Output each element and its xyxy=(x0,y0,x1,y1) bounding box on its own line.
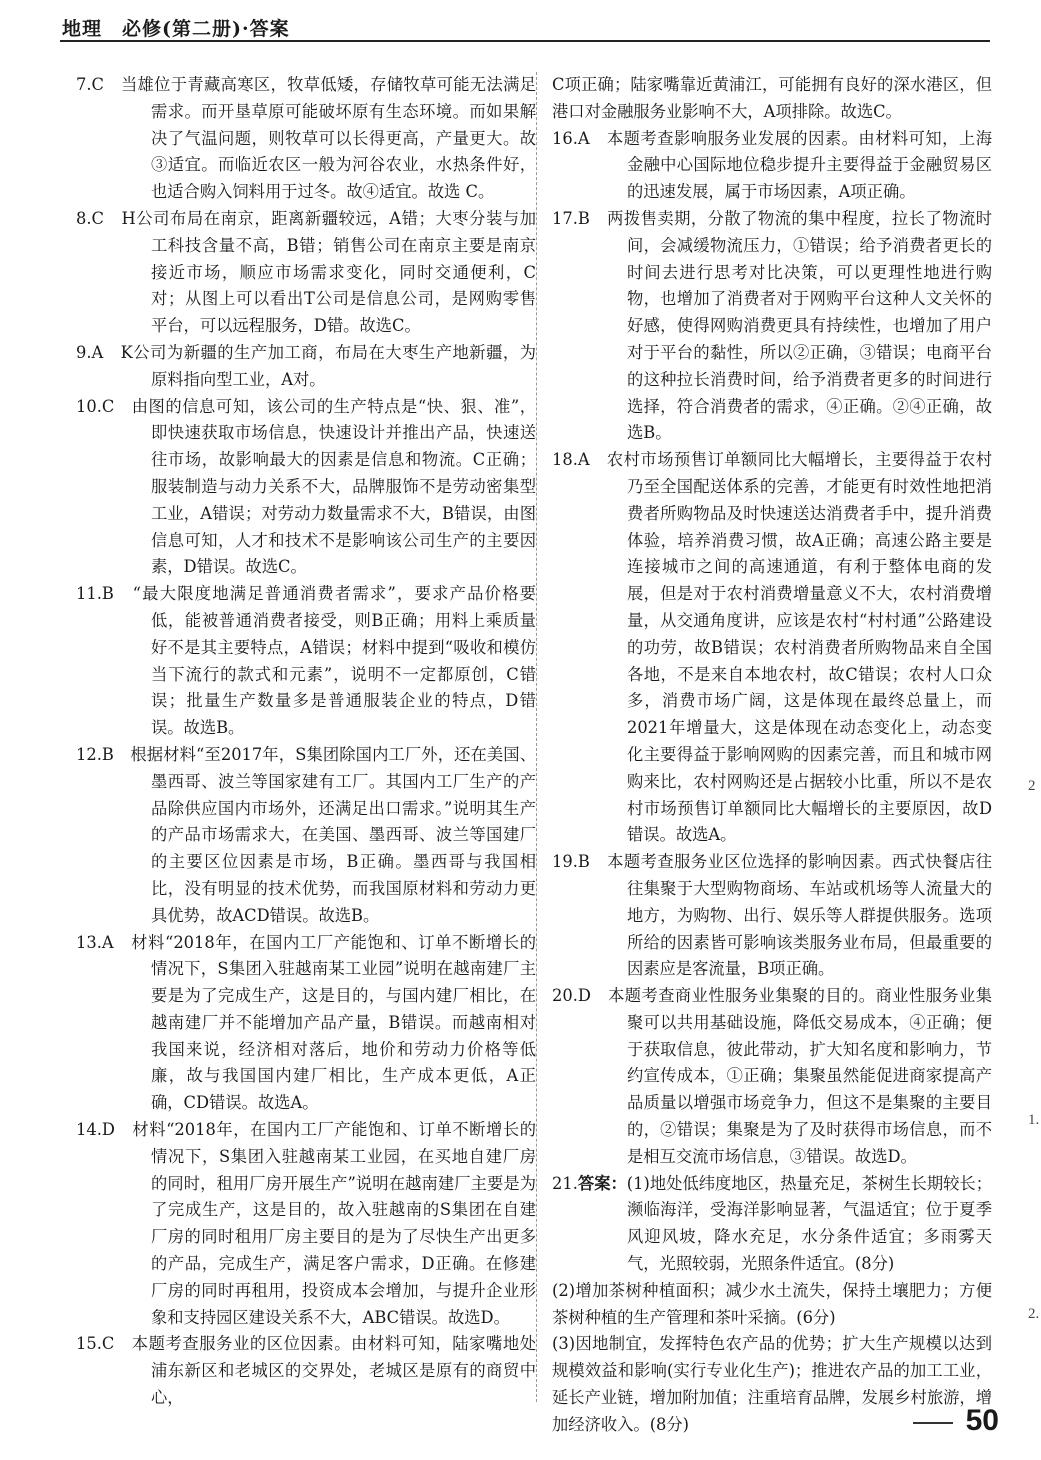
answer-13: 13.A 材料“2018年，在国内工厂产能饱和、订单不断增长的情况下，S集团入驻越南某工业园”说明在越南建厂主要是为了完成生产，这是目的，与国内建厂相比，在越南建厂并不能增加产品产量，B错误。而越南相对我国来说，经济相对落后，地价和劳动力价格等低廉，故与我国国内建厂相比，生产成本更低，A正确，CD错误。故选A。 xyxy=(76,932,536,1113)
answer-21-part-1 xyxy=(552,1171,992,1278)
margin-mark-3: 2. xyxy=(1028,1306,1040,1322)
answer-18: 18.A 农村市场预售订单额同比大幅增长，主要得益于农村乃至全国配送体系的完善，才能更有时效性地把消费者所购物品及时快速送达消费者手中，提升消费体验，培养消费习惯，故A正确；高速公路主要是连接城市之间的高速通道，有利于整体电商的发展，但是对于农村消费增量意义不大，农村消费增量，从交通角度讲，应该是农村“村村通”公路建设的功劳，故B错误；农村消费者所购物品来自全国各地，不是来自本地农村，故C错误；农村人口众多，消费市场广阔，这是体现在最终总量上，而2021年增量大，这是体现在动态变化上，动态变化主要得益于影响网购的因素完善，而且和城市网购来比，农村网购还是占据较小比重，所以不是农村市场预售订单额同比大幅增长的主要原因，故D错误。故选A。 xyxy=(552,450,992,845)
answer-17: 17.B 两拨售卖期，分散了物流的集中程度，拉长了物流时间，会减缓物流压力，①错误；给予消费者更长的时间去进行思考对比决策，可以更理性地进行购物，也增加了消费者对于网购平台这种人文关怀的好感，使得网购消费更具有持续性，也增加了用户对于平台的黏性，所以②正确，③错误；电商平台的这种拉长消费时间，给予消费者更多的时间进行选择，符合消费者的需求，④正确。②④正确，故选B。 xyxy=(552,208,992,443)
answer-21-number: 21. xyxy=(552,1173,578,1193)
answer-12: 12.B 根据材料“至2017年，S集团除国内工厂外，还在美国、墨西哥、波兰等国家建有工厂。其国内工厂生产的产品除供应国内市场外，还满足出口需求。”说明其生产的产品市场需求大，在美国、墨西哥、波兰等国建厂的主要区位因素是市场，B正确。墨西哥与我国相比，没有明显的技术优势，而我国原材料和劳动力更具优势，故ACD错误。故选B。 xyxy=(76,744,536,925)
right-column xyxy=(552,72,992,1439)
answer-15-continued: C项正确；陆家嘴靠近黄浦江，可能拥有良好的深水港区，但港口对金融服务业影响不大，A项排除。故选C。 xyxy=(552,75,992,121)
answer-16: 16.A 本题考查影响服务业发展的因素。由材料可知，上海金融中心国际地位稳步提升主要得益于金融贸易区的迅速发展，属于市场因素，A项正确。 xyxy=(552,128,992,202)
page-header: 地理 必修(第二册)·答案 xyxy=(62,18,290,40)
column-divider xyxy=(536,72,537,1402)
answer-21-text: (1)地处低纬度地区，热量充足，茶树生长期较长；濒临海洋，受海洋影响显著，气温适宜；位于夏季风迎风坡，降水充足，水分条件适宜；多雨雾天气，光照较弱，光照条件适宜。(8分) xyxy=(626,1173,992,1274)
page-number-dash xyxy=(913,1422,953,1424)
answer-21-part-2: (2)增加茶树种植面积；减少水土流失，保持土壤肥力；方便茶树种植的生产管理和茶叶采摘。(6分) xyxy=(552,1280,992,1327)
answer-9: 9.A K公司为新疆的生产加工商，布局在大枣生产地新疆，为原料指向型工业，A对。 xyxy=(76,342,536,389)
answer-20: 20.D 本题考查商业性服务业集聚的目的。商业性服务业集聚可以共用基础设施，降低交易成本，④正确；便于获取信息，彼此带动，扩大知名度和影响力，节约宣传成本，①正确；集聚虽然能促进商家提高产品质量以增强市场竞争力，但这不是集聚的主要目的，②错误；集聚是为了及时获得市场信息，而不是相互交流市场信息，③错误。故选D。 xyxy=(552,986,992,1166)
margin-mark-1: 2 xyxy=(1028,778,1036,794)
answer-11: 11.B “最大限度地满足普通消费者需求”，要求产品价格要低，能被普通消费者接受，则B正确；用料上乘质量好不是其主要特点，A错误；材料中提到“吸收和模仿当下流行的款式和元素”，说明不一定都原创，C错误；批量生产数量多是普通服装企业的特点，D错误。故选B。 xyxy=(76,584,536,738)
answer-21-label: 答案： xyxy=(577,1173,627,1193)
answer-21-part-3: (3)因地制宜，发挥特色农产品的优势；扩大生产规模以达到规模效益和影响(实行专业化生产)；推进农产品的加工工业，延长产业链，增加附加值；注重培育品牌，发展乡村旅游，增加经济收入。(8分) xyxy=(552,1334,992,1434)
answer-7: 7.C 当雄位于青藏高寒区，牧草低矮，存储牧草可能无法满足需求。而开垦草原可能破坏原有生态环境。而如果解决了气温问题，则牧草可以长得更高，产量更大。故③适宜。而临近农区一般为河谷农业，水热条件好，也适合购入饲料用于过冬。故④适宜。故选 C。 xyxy=(76,75,536,202)
left-column xyxy=(76,72,536,1412)
answer-15: 15.C 本题考查服务业的区位因素。由材料可知，陆家嘴地处浦东新区和老城区的交界处，老城区是原有的商贸中心， xyxy=(76,1334,536,1408)
answer-19: 19.B 本题考查服务业区位选择的影响因素。西式快餐店往往集聚于大型购物商场、车站或机场等人流量大的地方，为购物、出行、娱乐等人群提供服务。选项所给的因素皆可影响该类服务业布局，但最重要的因素应是客流量，B项正确。 xyxy=(552,852,992,979)
answer-8: 8.C H公司布局在南京，距离新疆较远，A错；大枣分装与加工科技含量不高，B错；销售公司在南京主要是南京接近市场，顺应市场需求变化，同时交通便利，C对；从图上可以看出T公司是信息公司，是网购零售平台，可以远程服务，D错。故选C。 xyxy=(76,208,536,336)
page-number: 50 xyxy=(965,1404,999,1437)
margin-mark-2: 1. xyxy=(1028,1112,1040,1128)
header-rule xyxy=(60,40,990,42)
answer-10: 10.C 由图的信息可知，该公司的生产特点是“快、狠、准”，即快速获取市场信息，快速设计并推出产品，快速送往市场，故影响最大的因素是信息和物流。C正确；服装制造与动力关系不大，品牌服饰不是劳动密集型工业，A错误；对劳动力数量需求不大，B错误，由图信息可知，人才和技术不是影响该公司生产的主要因素，D错误。故选C。 xyxy=(76,396,536,577)
answer-14: 14.D 材料“2018年，在国内工厂产能饱和、订单不断增长的情况下，S集团入驻越南某工业园，在买地自建厂房的同时，租用厂房开展生产”说明在越南建厂主要是为了完成生产，这是目的，故入驻越南的S集团在自建厂房的同时租用厂房主要目的是为了尽快生产出更多的产品，完成生产，满足客户需求，D正确。在修建厂房的同时再租用，投资成本会增加，与提升企业形象和支持园区建设关系不大，ABC错误。故选D。 xyxy=(76,1120,536,1327)
